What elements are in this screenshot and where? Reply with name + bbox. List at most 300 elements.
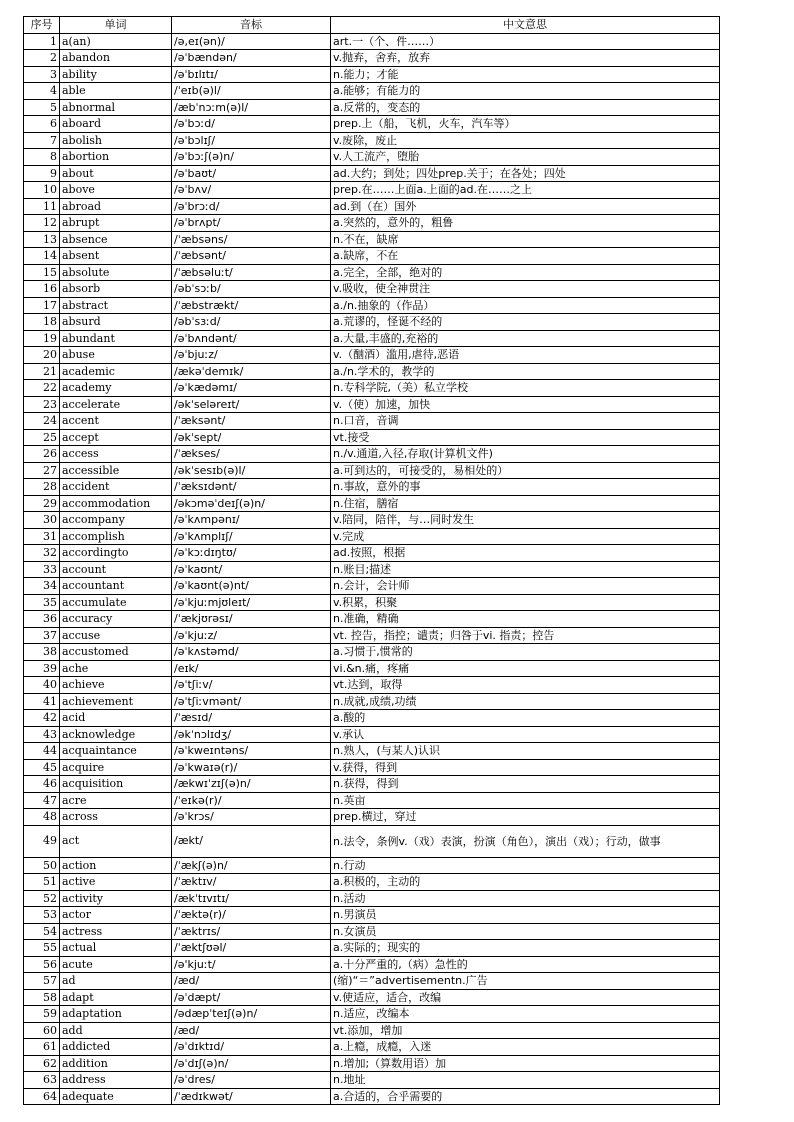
row-meaning: v.废除，废止	[331, 132, 720, 149]
row-number: 43	[24, 726, 60, 743]
row-number: 18	[24, 314, 60, 331]
table-row	[24, 231, 720, 248]
table-row	[24, 611, 720, 628]
row-phonetic: /ˈæsɪd/	[172, 710, 331, 727]
row-phonetic: /əˈkɔːdɪŋtʊ/	[172, 545, 331, 562]
row-phonetic: /əˈbrʌpt/	[172, 215, 331, 232]
row-number: 21	[24, 363, 60, 380]
table-row	[24, 248, 720, 265]
row-number: 17	[24, 297, 60, 314]
row-meaning: n.行动	[331, 857, 720, 874]
row-meaning: a.完全，全部，绝对的	[331, 264, 720, 281]
table-row	[24, 1022, 720, 1039]
row-meaning: prep.上（船，飞机，火车，汽车等）	[331, 116, 720, 133]
table-row	[24, 33, 720, 50]
table-body	[24, 33, 720, 1105]
row-meaning: ad.大约；到处；四处prep.关于；在各处；四处	[331, 165, 720, 182]
row-phonetic: /ˈæbsəns/	[172, 231, 331, 248]
row-meaning: v.获得，得到	[331, 759, 720, 776]
row-meaning: a.实际的；现实的	[331, 940, 720, 957]
table-row	[24, 907, 720, 924]
table-row	[24, 1055, 720, 1072]
row-number: 9	[24, 165, 60, 182]
row-phonetic: /ədæpˈteɪʃ(ə)n/	[172, 1006, 331, 1023]
row-number: 40	[24, 677, 60, 694]
row-number: 32	[24, 545, 60, 562]
row-word: abandon	[60, 50, 172, 67]
row-number: 4	[24, 83, 60, 100]
row-phonetic: /ˈædɪkwət/	[172, 1088, 331, 1105]
row-meaning: v.陪同，陪伴，与…同时发生	[331, 512, 720, 529]
row-number: 16	[24, 281, 60, 298]
row-word: abortion	[60, 149, 172, 166]
header-num: 序号	[24, 17, 60, 34]
row-number: 6	[24, 116, 60, 133]
row-number: 44	[24, 743, 60, 760]
table-row	[24, 495, 720, 512]
row-meaning: n.事故，意外的事	[331, 479, 720, 496]
row-phonetic: /əkˈnɔlɪdʒ/	[172, 726, 331, 743]
table-row	[24, 825, 720, 857]
row-number: 22	[24, 380, 60, 397]
row-word: abrupt	[60, 215, 172, 232]
row-phonetic: /əˈbʌndənt/	[172, 330, 331, 347]
row-phonetic: /ˈæksɪdənt/	[172, 479, 331, 496]
table-row	[24, 149, 720, 166]
row-phonetic: /ˈæktʃʊəl/	[172, 940, 331, 957]
row-number: 26	[24, 446, 60, 463]
row-word: accumulate	[60, 594, 172, 611]
row-phonetic: /ˈæktɪv/	[172, 874, 331, 891]
row-meaning: a.合适的，合乎需要的	[331, 1088, 720, 1105]
row-phonetic: /ˈæksənt/	[172, 413, 331, 430]
row-number: 51	[24, 874, 60, 891]
row-word: absurd	[60, 314, 172, 331]
row-number: 31	[24, 528, 60, 545]
row-word: absence	[60, 231, 172, 248]
row-word: accomplish	[60, 528, 172, 545]
table-row	[24, 874, 720, 891]
row-phonetic: /əkɔməˈdeɪʃ(ə)n/	[172, 495, 331, 512]
row-phonetic: /əˈkwaɪə(r)/	[172, 759, 331, 776]
table-row	[24, 989, 720, 1006]
row-meaning: n.口音，音调	[331, 413, 720, 430]
row-word: accent	[60, 413, 172, 430]
row-word: about	[60, 165, 172, 182]
row-number: 34	[24, 578, 60, 595]
row-word: abstract	[60, 297, 172, 314]
row-phonetic: /ˈæktrɪs/	[172, 923, 331, 940]
row-meaning: a.大量,丰盛的,充裕的	[331, 330, 720, 347]
row-phonetic: /ækwɪˈzɪʃ(ə)n/	[172, 776, 331, 793]
row-word: accordingto	[60, 545, 172, 562]
row-phonetic: /əˈtʃiːvmənt/	[172, 693, 331, 710]
row-phonetic: /æbˈnɔːm(ə)l/	[172, 99, 331, 116]
table-row	[24, 973, 720, 990]
table-row	[24, 264, 720, 281]
row-word: adequate	[60, 1088, 172, 1105]
table-row	[24, 809, 720, 826]
row-word: academic	[60, 363, 172, 380]
row-word: acquaintance	[60, 743, 172, 760]
vocabulary-table	[23, 16, 720, 1105]
row-meaning: n.不在，缺席	[331, 231, 720, 248]
row-meaning: a./n.学术的，教学的	[331, 363, 720, 380]
row-number: 28	[24, 479, 60, 496]
row-word: accident	[60, 479, 172, 496]
row-number: 41	[24, 693, 60, 710]
row-meaning: prep.在……上面a.上面的ad.在……之上	[331, 182, 720, 199]
table-row	[24, 1088, 720, 1105]
row-word: accessible	[60, 462, 172, 479]
row-word: abuse	[60, 347, 172, 364]
table-row	[24, 380, 720, 397]
row-phonetic: /əˈkrɔs/	[172, 809, 331, 826]
row-word: accuse	[60, 627, 172, 644]
row-phonetic: /əˈkjuːmjʊleɪt/	[172, 594, 331, 611]
row-word: aboard	[60, 116, 172, 133]
row-meaning: v.承认	[331, 726, 720, 743]
row-number: 55	[24, 940, 60, 957]
row-number: 52	[24, 890, 60, 907]
row-meaning: n.准确，精确	[331, 611, 720, 628]
row-word: acquire	[60, 759, 172, 776]
row-word: ache	[60, 660, 172, 677]
row-word: above	[60, 182, 172, 199]
row-meaning: n.成就,成绩,功绩	[331, 693, 720, 710]
table-header-row	[24, 17, 720, 34]
table-row	[24, 561, 720, 578]
row-phonetic: /ˈækjʊrəsɪ/	[172, 611, 331, 628]
row-word: actress	[60, 923, 172, 940]
row-word: accommodation	[60, 495, 172, 512]
row-meaning: a.能够；有能力的	[331, 83, 720, 100]
table-row	[24, 1039, 720, 1056]
header-word: 单词	[60, 17, 172, 34]
row-phonetic: /ˈæbstrækt/	[172, 297, 331, 314]
row-phonetic: /əˈtʃiːv/	[172, 677, 331, 694]
row-word: addicted	[60, 1039, 172, 1056]
row-meaning: n.获得，得到	[331, 776, 720, 793]
table-row	[24, 857, 720, 874]
row-number: 8	[24, 149, 60, 166]
row-meaning: a.反常的，变态的	[331, 99, 720, 116]
row-meaning: n.女演员	[331, 923, 720, 940]
row-meaning: n.增加;（算数用语）加	[331, 1055, 720, 1072]
row-number: 47	[24, 792, 60, 809]
row-word: a(an)	[60, 33, 172, 50]
table-row	[24, 165, 720, 182]
row-meaning: vt.接受	[331, 429, 720, 446]
table-row	[24, 132, 720, 149]
row-number: 15	[24, 264, 60, 281]
row-phonetic: /əbˈsɜːd/	[172, 314, 331, 331]
row-number: 11	[24, 198, 60, 215]
row-number: 64	[24, 1088, 60, 1105]
table-row	[24, 743, 720, 760]
row-number: 39	[24, 660, 60, 677]
row-meaning: v.（酗酒）滥用,虐待,恶语	[331, 347, 720, 364]
table-row	[24, 50, 720, 67]
row-meaning: a.缺席，不在	[331, 248, 720, 265]
table-row	[24, 314, 720, 331]
row-number: 24	[24, 413, 60, 430]
row-word: acknowledge	[60, 726, 172, 743]
row-phonetic: /əˈkʌstəmd/	[172, 644, 331, 661]
table-row	[24, 677, 720, 694]
row-word: action	[60, 857, 172, 874]
table-row	[24, 347, 720, 364]
row-phonetic: /ˈeɪkə(r)/	[172, 792, 331, 809]
row-meaning: vt.达到，取得	[331, 677, 720, 694]
table-row	[24, 429, 720, 446]
row-word: ad	[60, 973, 172, 990]
table-row	[24, 890, 720, 907]
row-meaning: vt. 控告，指控；谴责；归咎于vi. 指责；控告	[331, 627, 720, 644]
table-row	[24, 578, 720, 595]
row-word: absorb	[60, 281, 172, 298]
row-phonetic: /ˈæktə(r)/	[172, 907, 331, 924]
row-phonetic: /ˈæbsənt/	[172, 248, 331, 265]
row-number: 54	[24, 923, 60, 940]
table-row	[24, 512, 720, 529]
row-meaning: (缩)“＝”advertisementn.广告	[331, 973, 720, 990]
row-number: 36	[24, 611, 60, 628]
row-number: 14	[24, 248, 60, 265]
row-word: achieve	[60, 677, 172, 694]
row-meaning: ad.到（在）国外	[331, 198, 720, 215]
row-word: absent	[60, 248, 172, 265]
row-meaning: n.专科学院,（美）私立学校	[331, 380, 720, 397]
row-phonetic: /əkˈsept/	[172, 429, 331, 446]
row-meaning: n.账目;描述	[331, 561, 720, 578]
table-row	[24, 83, 720, 100]
row-word: address	[60, 1072, 172, 1089]
row-phonetic: /ˈeɪb(ə)l/	[172, 83, 331, 100]
row-meaning: n.熟人，(与某人)认识	[331, 743, 720, 760]
row-word: abolish	[60, 132, 172, 149]
row-number: 23	[24, 396, 60, 413]
table-row	[24, 413, 720, 430]
row-word: actual	[60, 940, 172, 957]
row-number: 13	[24, 231, 60, 248]
table-row	[24, 545, 720, 562]
row-word: addition	[60, 1055, 172, 1072]
row-phonetic: /əˈkʌmplɪʃ/	[172, 528, 331, 545]
row-phonetic: /əˈbaʊt/	[172, 165, 331, 182]
row-number: 27	[24, 462, 60, 479]
row-number: 30	[24, 512, 60, 529]
row-meaning: a.突然的，意外的，粗鲁	[331, 215, 720, 232]
row-meaning: prep.横过，穿过	[331, 809, 720, 826]
row-meaning: n.男演员	[331, 907, 720, 924]
row-number: 49	[24, 825, 60, 857]
row-meaning: n.适应，改编本	[331, 1006, 720, 1023]
row-meaning: v.积累，积聚	[331, 594, 720, 611]
row-meaning: vt.添加，增加	[331, 1022, 720, 1039]
table-row	[24, 198, 720, 215]
row-phonetic: /əkˈseləreɪt/	[172, 396, 331, 413]
row-phonetic: /əˈkaʊnt/	[172, 561, 331, 578]
row-word: able	[60, 83, 172, 100]
row-meaning: v.使适应，适合，改编	[331, 989, 720, 1006]
row-word: act	[60, 825, 172, 857]
row-word: ability	[60, 66, 172, 83]
row-meaning: n.地址	[331, 1072, 720, 1089]
row-phonetic: /ˈækses/	[172, 446, 331, 463]
row-phonetic: /ə,eɪ(ən)/	[172, 33, 331, 50]
row-phonetic: /ə'kjuːt/	[172, 956, 331, 973]
row-word: accustomed	[60, 644, 172, 661]
row-word: accompany	[60, 512, 172, 529]
table-row	[24, 215, 720, 232]
row-meaning: n.活动	[331, 890, 720, 907]
row-number: 42	[24, 710, 60, 727]
row-phonetic: /ˈækʃ(ə)n/	[172, 857, 331, 874]
row-word: abnormal	[60, 99, 172, 116]
row-number: 20	[24, 347, 60, 364]
row-phonetic: /əˈbjuːz/	[172, 347, 331, 364]
row-number: 61	[24, 1039, 60, 1056]
row-word: activity	[60, 890, 172, 907]
row-word: abroad	[60, 198, 172, 215]
table-row	[24, 182, 720, 199]
table-row	[24, 759, 720, 776]
row-word: across	[60, 809, 172, 826]
row-phonetic: /æd/	[172, 1022, 331, 1039]
table-row	[24, 297, 720, 314]
row-meaning: a.可到达的，可接受的，易相处的）	[331, 462, 720, 479]
row-phonetic: /eɪk/	[172, 660, 331, 677]
table-row	[24, 627, 720, 644]
row-meaning: n./v.通道,入径,存取(计算机文件)	[331, 446, 720, 463]
table-row	[24, 776, 720, 793]
row-meaning: a.习惯于,惯常的	[331, 644, 720, 661]
row-phonetic: /əˈkædəmɪ/	[172, 380, 331, 397]
table-row	[24, 462, 720, 479]
table-row	[24, 1072, 720, 1089]
row-meaning: a./n.抽象的（作品）	[331, 297, 720, 314]
row-phonetic: /æd/	[172, 973, 331, 990]
row-number: 59	[24, 1006, 60, 1023]
table-row	[24, 363, 720, 380]
row-number: 5	[24, 99, 60, 116]
row-phonetic: /ˈæbsəluːt/	[172, 264, 331, 281]
row-word: active	[60, 874, 172, 891]
table-row	[24, 644, 720, 661]
row-word: achievement	[60, 693, 172, 710]
row-phonetic: /əˈdɪʃ(ə)n/	[172, 1055, 331, 1072]
table-row	[24, 116, 720, 133]
table-row	[24, 479, 720, 496]
row-phonetic: /əˈkjuːz/	[172, 627, 331, 644]
row-meaning: v.人工流产，堕胎	[331, 149, 720, 166]
row-phonetic: /əbˈsɔːb/	[172, 281, 331, 298]
row-word: acre	[60, 792, 172, 809]
row-number: 3	[24, 66, 60, 83]
row-phonetic: /əˈbʌv/	[172, 182, 331, 199]
table-row	[24, 66, 720, 83]
row-phonetic: /əkˈsesɪb(ə)l/	[172, 462, 331, 479]
table-row	[24, 940, 720, 957]
row-word: access	[60, 446, 172, 463]
table-row	[24, 330, 720, 347]
row-number: 10	[24, 182, 60, 199]
row-phonetic: /əˈkweɪntəns/	[172, 743, 331, 760]
row-word: acid	[60, 710, 172, 727]
table-row	[24, 594, 720, 611]
row-meaning: v.（使）加速，加快	[331, 396, 720, 413]
row-word: abundant	[60, 330, 172, 347]
row-number: 62	[24, 1055, 60, 1072]
row-number: 46	[24, 776, 60, 793]
row-number: 19	[24, 330, 60, 347]
row-word: adaptation	[60, 1006, 172, 1023]
row-word: accelerate	[60, 396, 172, 413]
row-phonetic: /ækt/	[172, 825, 331, 857]
row-word: acquisition	[60, 776, 172, 793]
row-word: accept	[60, 429, 172, 446]
row-phonetic: /əˈbɔːd/	[172, 116, 331, 133]
row-number: 48	[24, 809, 60, 826]
row-phonetic: /əˈdæpt/	[172, 989, 331, 1006]
table-row	[24, 528, 720, 545]
row-phonetic: /əˈdɪktɪd/	[172, 1039, 331, 1056]
row-meaning: vi.&n.痛，疼痛	[331, 660, 720, 677]
row-word: absolute	[60, 264, 172, 281]
row-number: 35	[24, 594, 60, 611]
row-meaning: n.住宿，膳宿	[331, 495, 720, 512]
row-meaning: a.积极的，主动的	[331, 874, 720, 891]
row-meaning: ad.按照，根据	[331, 545, 720, 562]
row-word: account	[60, 561, 172, 578]
table-row	[24, 792, 720, 809]
row-number: 37	[24, 627, 60, 644]
row-number: 58	[24, 989, 60, 1006]
row-number: 63	[24, 1072, 60, 1089]
row-number: 50	[24, 857, 60, 874]
row-phonetic: /əˈdres/	[172, 1072, 331, 1089]
row-number: 12	[24, 215, 60, 232]
row-meaning: a.酸的	[331, 710, 720, 727]
row-phonetic: /əˈbɔːʃ(ə)n/	[172, 149, 331, 166]
header-meaning: 中文意思	[331, 17, 720, 34]
row-meaning: n.能力；才能	[331, 66, 720, 83]
row-meaning: a.上瘾，成瘾，入迷	[331, 1039, 720, 1056]
row-word: accountant	[60, 578, 172, 595]
row-phonetic: /ækˈtɪvɪtɪ/	[172, 890, 331, 907]
row-phonetic: /ækəˈdemɪk/	[172, 363, 331, 380]
row-phonetic: /əˈbɪlɪtɪ/	[172, 66, 331, 83]
row-phonetic: /əˈbrɔːd/	[172, 198, 331, 215]
row-meaning: v.抛弃，舍弃，放弃	[331, 50, 720, 67]
row-number: 38	[24, 644, 60, 661]
table-row	[24, 660, 720, 677]
row-meaning: a.十分严重的,（病）急性的	[331, 956, 720, 973]
row-word: adapt	[60, 989, 172, 1006]
row-meaning: v.吸收，使全神贯注	[331, 281, 720, 298]
row-number: 60	[24, 1022, 60, 1039]
row-word: academy	[60, 380, 172, 397]
table-row	[24, 396, 720, 413]
row-meaning: n.英亩	[331, 792, 720, 809]
row-number: 2	[24, 50, 60, 67]
header-ipa: 音标	[172, 17, 331, 34]
row-word: acute	[60, 956, 172, 973]
table-row	[24, 710, 720, 727]
row-phonetic: /əˈbɔlɪʃ/	[172, 132, 331, 149]
row-number: 56	[24, 956, 60, 973]
